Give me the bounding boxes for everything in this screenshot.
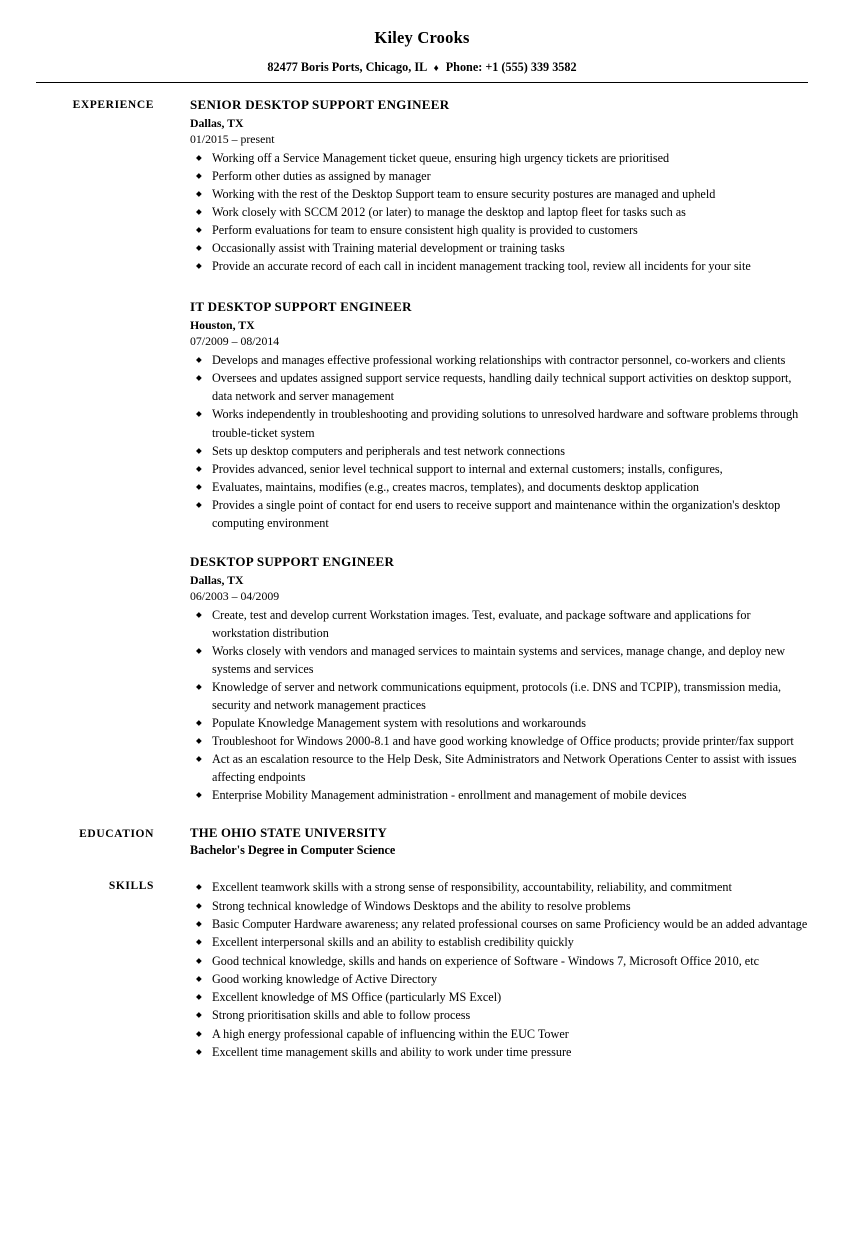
skills-label: SKILLS	[108, 880, 154, 893]
job-entry	[190, 554, 808, 805]
list-item: ◆ Act as an escalation resource to the Help Desk, Site Administrators and Network Operations Center to assist with issues affecting endpoints	[190, 750, 808, 786]
job-title: SENIOR DESKTOP SUPPORT ENGINEER	[190, 97, 450, 112]
list-item: ◆ Perform evaluations for team to ensure consistent high quality is provided to customers	[190, 221, 808, 239]
list-item: ◆ Basic Computer Hardware awareness; any related professional courses on same Proficiency would be an added advantage	[190, 915, 808, 933]
header-divider	[36, 82, 808, 83]
contact-line	[36, 60, 808, 75]
list-item: ◆ Sets up desktop computers and peripherals and test network connections	[190, 442, 808, 460]
contact-phone: Phone: +1 (555) 339 3582	[445, 60, 577, 74]
list-item: ◆ Work closely with SCCM 2012 (or later) to manage the desktop and laptop fleet for tasks such as	[190, 203, 808, 221]
education-school: THE OHIO STATE UNIVERSITY	[190, 826, 387, 841]
experience-section	[36, 97, 808, 804]
experience-label: EXPERIENCE	[72, 99, 154, 111]
job-location: Dallas, TX	[190, 116, 244, 130]
diamond-separator-icon: ♦	[433, 63, 439, 74]
job-dates: 06/2003 – 04/2009	[190, 588, 280, 603]
list-item: ◆ Evaluates, maintains, modifies (e.g., creates macros, templates), and documents desktop application	[190, 478, 808, 496]
list-item: ◆ Excellent knowledge of MS Office (particularly MS Excel)	[190, 988, 808, 1006]
list-item: ◆ Provides advanced, senior level technical support to internal and external customers; installs, configures,	[190, 460, 808, 478]
list-item: ◆ Strong technical knowledge of Windows Desktops and the ability to resolve problems	[190, 897, 808, 915]
job-dates: 01/2015 – present	[190, 132, 275, 146]
job-bullets	[190, 149, 808, 275]
list-item: ◆ Occasionally assist with Training material development or training tasks	[190, 239, 808, 257]
list-item: ◆ Provides a single point of contact for end users to receive support and maintenance within the organization's desktop computing environment	[190, 496, 808, 532]
list-item: ◆ Oversees and updates assigned support service requests, handling daily technical support activities on desktop support, data network and server management	[190, 369, 808, 405]
job-location: Dallas, TX	[190, 572, 244, 587]
skills-body	[154, 878, 808, 1061]
contact-address: 82477 Boris Ports, Chicago, IL	[267, 60, 427, 74]
list-item: ◆ Troubleshoot for Windows 2000-8.1 and have good working knowledge of Office products; provide printer/fax support	[190, 732, 808, 750]
list-item: ◆ Good working knowledge of Active Directory	[190, 970, 808, 988]
list-item: ◆ Working with the rest of the Desktop Support team to ensure security postures are managed and upheld	[190, 185, 808, 203]
list-item: ◆ A high energy professional capable of influencing within the EUC Tower	[190, 1025, 808, 1043]
skills-bullets	[190, 878, 808, 1061]
list-item: ◆ Provide an accurate record of each call in incident management tracking tool, review all incidents for your site	[190, 257, 808, 275]
list-item: ◆ Good technical knowledge, skills and hands on experience of Software - Windows 7, Microsoft Office 2010, etc	[190, 952, 808, 970]
list-item: ◆ Create, test and develop current Workstation images. Test, evaluate, and package software and applications for workstation distribution	[190, 606, 808, 642]
job-bullets	[190, 606, 808, 805]
skills-section	[36, 878, 808, 1061]
list-item: ◆ Enterprise Mobility Management administration - enrollment and management of mobile devices	[190, 786, 808, 804]
list-item: ◆ Strong prioritisation skills and able to follow process	[190, 1006, 808, 1024]
list-item: ◆ Perform other duties as assigned by manager	[190, 167, 808, 185]
list-item: ◆ Develops and manages effective professional working relationships with contractor personnel, co-workers and clients	[190, 351, 808, 369]
list-item: ◆ Works independently in troubleshooting and providing solutions to unresolved hardware and software problems through trouble-ticket system	[190, 405, 808, 441]
list-item: ◆ Knowledge of server and network communications equipment, protocols (i.e. DNS and TCPIP), transmission media, security and network management practices	[190, 678, 808, 714]
education-body	[154, 826, 808, 858]
education-section	[36, 826, 808, 858]
candidate-name: Kiley Crooks	[374, 28, 470, 47]
education-degree: Bachelor's Degree in Computer Science	[190, 843, 396, 858]
job-bullets	[190, 351, 808, 531]
list-item: ◆ Excellent teamwork skills with a strong sense of responsibility, accountability, reliability, and commitment	[190, 878, 808, 896]
list-item: ◆ Works closely with vendors and managed services to maintain systems and services, manage change, and deploy new systems and services	[190, 642, 808, 678]
job-entry	[190, 299, 808, 531]
experience-body	[154, 97, 808, 804]
job-entry	[190, 97, 808, 275]
education-label: EDUCATION	[79, 828, 154, 841]
job-location: Houston, TX	[190, 318, 255, 333]
job-title: IT DESKTOP SUPPORT ENGINEER	[190, 299, 412, 315]
job-title: DESKTOP SUPPORT ENGINEER	[190, 553, 395, 569]
job-dates: 07/2009 – 08/2014	[190, 334, 280, 349]
list-item: ◆ Populate Knowledge Management system with resolutions and workarounds	[190, 714, 808, 732]
list-item: ◆ Excellent interpersonal skills and an ability to establish credibility quickly	[190, 933, 808, 951]
list-item: ◆ Excellent time management skills and ability to work under time pressure	[190, 1043, 808, 1061]
list-item: ◆ Working off a Service Management ticket queue, ensuring high urgency tickets are prioritised	[190, 149, 808, 167]
